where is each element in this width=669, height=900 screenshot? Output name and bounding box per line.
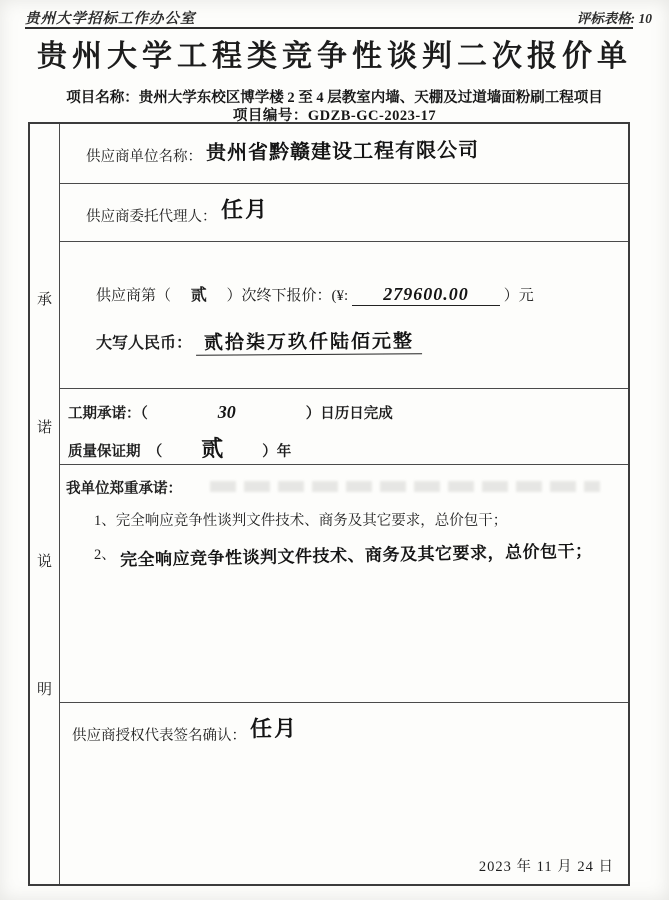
signature-label: 供应商授权代表签名确认： <box>72 728 246 744</box>
amount-words-label: 大写人民币： <box>96 334 193 352</box>
office-name: 贵州大学招标工作办公室 <box>25 11 196 27</box>
side-label-column <box>30 124 60 884</box>
project-code-line: 项目编号：GDZB-GC-2023-17 <box>232 108 437 124</box>
duration-line <box>68 402 620 423</box>
project-name-line: 项目名称：贵州大学东校区博学楼 2 至 4 层教室内墙、天棚及过道墙面粉刷工程项目 <box>66 90 603 106</box>
warranty-value: 贰 <box>201 436 224 461</box>
warranty-line <box>68 432 620 463</box>
side-char-cheng: 承 <box>36 292 52 308</box>
signature-value: 任月 <box>249 715 299 742</box>
document-title: 贵州大学工程类竞争性谈判二次报价单 <box>37 40 632 73</box>
quote-line <box>96 282 620 306</box>
commitment-item2-handwritten: 完全响应竞争性谈判文件技术、商务及其它要求，总价包干； <box>119 541 593 570</box>
quote-mid: ）次终下报价：(¥: <box>226 288 349 304</box>
duration-prefix: 工期承诺：（ <box>68 406 148 422</box>
commitment-item2-number: 2、 <box>94 547 116 563</box>
scan-bleedthrough-artifact <box>210 481 600 492</box>
supplier-name-label: 供应商单位名称： <box>86 149 202 165</box>
form-ref-label: 评标表格: 10 <box>576 11 652 26</box>
commitment-heading: 我单位郑重承诺： <box>66 481 182 497</box>
duration-value: 30 <box>217 402 236 422</box>
agent-label: 供应商委托代理人： <box>86 209 217 225</box>
side-char-shuo: 说 <box>36 554 52 570</box>
row-supplier-name <box>60 124 628 184</box>
row-quote <box>60 242 628 389</box>
quote-amount-value: 279600.00 <box>352 285 500 306</box>
quote-prefix: 供应商第（ <box>96 288 172 304</box>
quote-round-value: 贰 <box>190 287 207 304</box>
form-rows <box>60 124 628 884</box>
warranty-suffix: ）年 <box>262 444 292 460</box>
header-rule <box>25 27 633 29</box>
supplier-name-value: 贵州省黔赣建设工程有限公司 <box>205 139 480 165</box>
row-signature <box>60 703 628 884</box>
commitment-item1: 1、完全响应竞争性谈判文件技术、商务及其它要求，总价包干； <box>94 513 508 529</box>
side-char-nuo: 诺 <box>36 420 52 436</box>
amount-words-line <box>96 330 620 355</box>
amount-words-value: 贰拾柒万玖仟陆佰元整 <box>196 332 422 355</box>
form-table <box>28 122 630 886</box>
warranty-prefix: 质量保证期 （ <box>68 444 163 460</box>
form-date: 2023 年 11 月 24 日 <box>478 859 614 875</box>
quote-suffix: ）元 <box>503 288 534 304</box>
commitment-item2 <box>94 539 620 570</box>
agent-value: 任月 <box>220 196 269 223</box>
row-agent <box>60 184 628 242</box>
duration-suffix: ）日历日完成 <box>305 406 393 422</box>
side-char-ming: 明 <box>36 682 52 698</box>
row-duration-warranty <box>60 389 628 465</box>
row-commitments <box>60 465 628 703</box>
